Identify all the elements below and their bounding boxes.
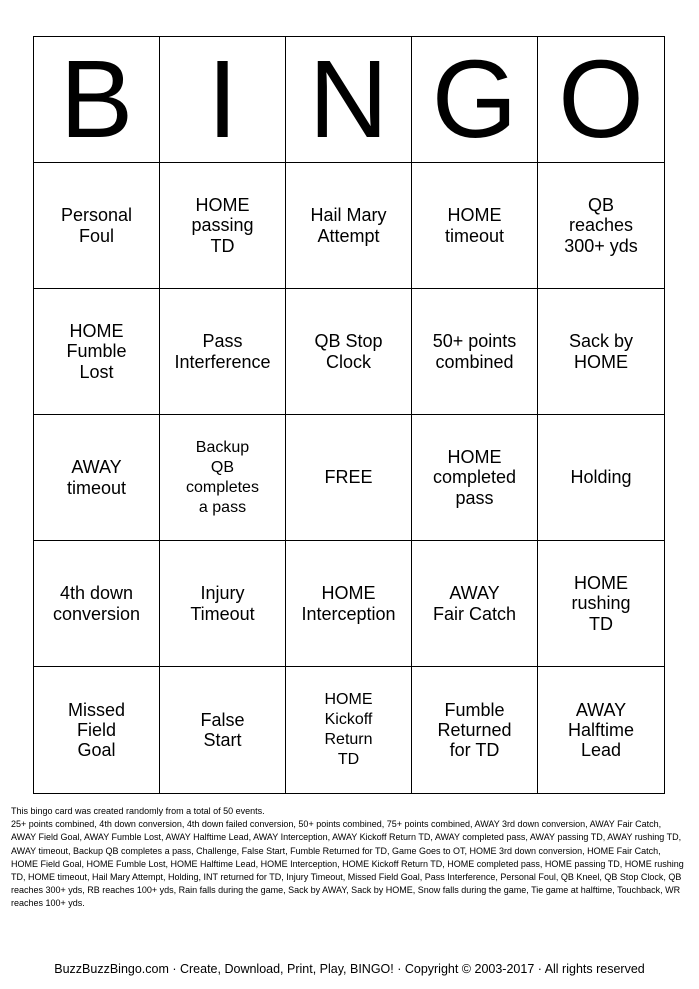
bingo-square: Holding: [538, 415, 664, 541]
bingo-square: 4th down conversion: [34, 541, 160, 667]
bingo-square: HOME timeout: [412, 163, 538, 289]
bingo-square: Personal Foul: [34, 163, 160, 289]
bingo-square: False Start: [160, 667, 286, 793]
header-letter-i: I: [160, 37, 286, 163]
bingo-square: Pass Interference: [160, 289, 286, 415]
bingo-square: HOME Fumble Lost: [34, 289, 160, 415]
bingo-square: AWAY Fair Catch: [412, 541, 538, 667]
bingo-square: HOME rushing TD: [538, 541, 664, 667]
bingo-square: HOME Interception: [286, 541, 412, 667]
bingo-square: QB Stop Clock: [286, 289, 412, 415]
bingo-free-square: FREE: [286, 415, 412, 541]
bingo-square: Sack by HOME: [538, 289, 664, 415]
card-info: [11, 805, 687, 911]
card-info-event-list: 25+ points combined, 4th down conversion, 4th down failed conversion, 50+ points combined, 75+ points combined, AWAY 3rd down conversion, AWAY Fair Catch, AWAY Field Goal, AWAY Fumble Lost, AWAY Halftime Lead, AWAY Interception, AWAY Kickoff Return TD, AWAY completed pass, AWAY passing TD, AWAY rushing TD, AWAY timeout, Backup QB completes a pass, Challenge, False Start, Fumble Returned for TD, Game Goes to OT, HOME 3rd down conversion, HOME Fair Catch, HOME Field Goal, HOME Fumble Lost, HOME Halftime Lead, HOME Interception, HOME Kickoff Return TD, HOME completed pass, HOME passing TD, HOME rushing TD, HOME timeout, Hail Mary Attempt, Holding, INT returned for TD, Injury Timeout, Missed Field Goal, Pass Interference, Personal Foul, QB Kneel, QB Stop Clock, QB reaches 300+ yds, RB reaches 100+ yds, Rain falls during the game, Sack by AWAY, Sack by HOME, Snow falls during the game, Tie game at halftime, Touchback, WR reaches 100+ yds.: [11, 819, 684, 909]
bingo-square: QB reaches 300+ yds: [538, 163, 664, 289]
bingo-square: HOME Kickoff Return TD: [286, 667, 412, 793]
bingo-square: HOME completed pass: [412, 415, 538, 541]
bingo-square: Backup QB completes a pass: [160, 415, 286, 541]
footer-copyright: BuzzBuzzBingo.com · Create, Download, Print, Play, BINGO! · Copyright © 2003-2017 · All rights reserved: [54, 962, 645, 976]
bingo-square: 50+ points combined: [412, 289, 538, 415]
bingo-square: AWAY Halftime Lead: [567, 699, 634, 761]
bingo-square: HOME passing TD: [160, 163, 286, 289]
bingo-square: AWAY timeout: [34, 415, 160, 541]
header-letter-g: G: [412, 37, 538, 163]
bingo-card: [33, 36, 665, 794]
header-letter-b: B: [34, 37, 160, 163]
header-letter-o: O: [538, 37, 664, 163]
bingo-square: Hail Mary Attempt: [286, 163, 412, 289]
bingo-square: Fumble Returned for TD: [412, 667, 538, 793]
bingo-square: Injury Timeout: [160, 541, 286, 667]
header-letter-n: N: [286, 37, 412, 163]
bingo-square: Missed Field Goal: [34, 667, 160, 793]
card-info-summary: This bingo card was created randomly from a total of 50 events.: [11, 806, 265, 816]
